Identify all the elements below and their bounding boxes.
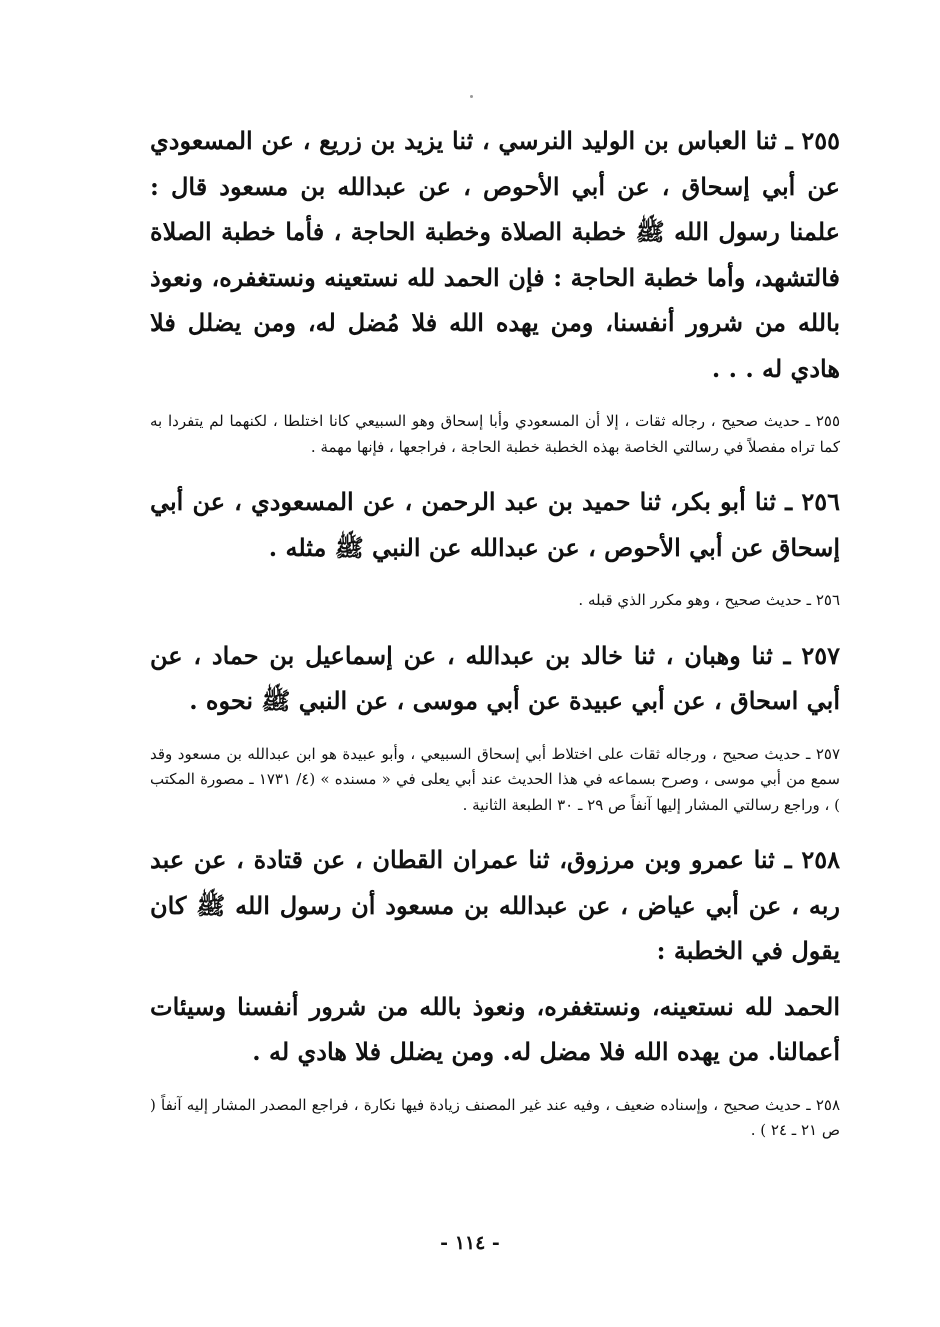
hadith-255-text: ٢٥٥ ـ ثنا العباس بن الوليد النرسي ، ثنا يزيد بن زريع ، عن المسعودي عن أبي إسحاق ، عن أبي الأحوص ، عن عبدالله بن مسعود قال : علمنا رسول الله ﷺ خطبة الصلاة وخطبة الحاجة ، فأما خطبة الصلاة فالتشهد، وأما خطبة الحاجة : فإن الحمد لله نستعينه ونستغفره، ونعوذ بالله من شرور أنفسنا، ومن يهده الله فلا مُضل له، ومن يضلل فلا هادي له . . . bbox=[150, 126, 840, 383]
hadith-258-footnote: ٢٥٨ ـ حديث صحيح ، وإسناده ضعيف ، وفيه عند غير المصنف زيادة فيها نكارة ، فراجع المصدر المشار إليه آنفاً ( ص ٢١ ـ ٢٤ ) . bbox=[150, 1095, 840, 1139]
hadith-256-text: ٢٥٦ ـ ثنا أبو بكر، ثنا حميد بن عبد الرحمن ، عن المسعودي ، عن أبي إسحاق عن أبي الأحوص ، عن عبدالله عن النبي ﷺ مثله . bbox=[150, 487, 840, 562]
hadith-258-text: ٢٥٨ ـ ثنا عمرو وبن مرزوق، ثنا عمران القطان ، عن قتادة ، عن عبد ربه ، عن أبي عياض ، عن عبدالله بن مسعود أن رسول الله ﷺ كان يقول في الخطبة : bbox=[150, 845, 840, 965]
hadith-255-footnote: ٢٥٥ ـ حديث صحيح ، رجاله ثقات ، إلا أن المسعودي وأبا إسحاق وهو السبيعي كانا اختلطا ، لكنهما لم يتفردا به كما تراه مفصلاً في رسالتي الخاصة بهذه الخطبة خطبة الحاجة ، فراجعها ، فإنها مهمة . bbox=[150, 412, 840, 456]
hadith-257-footnote: ٢٥٧ ـ حديث صحيح ، ورجاله ثقات على اختلاط أبي إسحاق السبيعي ، وأبو عبيدة هو ابن عبدالله بن مسعود وقد سمع من أبي موسى ، وصرح بسماعه في هذا الحديث عند أبي يعلى في « مسنده » (٤/ ١٧٣١ ـ مصورة المكتب ) ، وراجع رسالتي المشار إليها آنفاً ص ٢٩ ـ ٣٠ الطبعة الثانية . bbox=[150, 744, 840, 814]
hadith-256-footnote: ٢٥٦ ـ حديث صحيح ، وهو مكرر الذي قبله . bbox=[578, 591, 840, 609]
hadith-257-text: ٢٥٧ ـ ثنا وهبان ، ثنا خالد بن عبدالله ، عن إسماعيل بن حماد ، عن أبي اسحاق ، عن أبي عبيدة عن أبي موسى ، عن النبي ﷺ نحوه . bbox=[150, 640, 840, 715]
hadith-258-khutba-text: الحمد لله نستعينه، ونستغفره، ونعوذ بالله من شرور أنفسنا وسيئات أعمالنا. من يهده الله فلا مضل له. ومن يضلل فلا هادي له . bbox=[150, 991, 840, 1066]
scan-speck bbox=[470, 95, 473, 98]
page-number: - ١١٤ - bbox=[440, 1232, 500, 1254]
page-content bbox=[150, 118, 840, 1144]
